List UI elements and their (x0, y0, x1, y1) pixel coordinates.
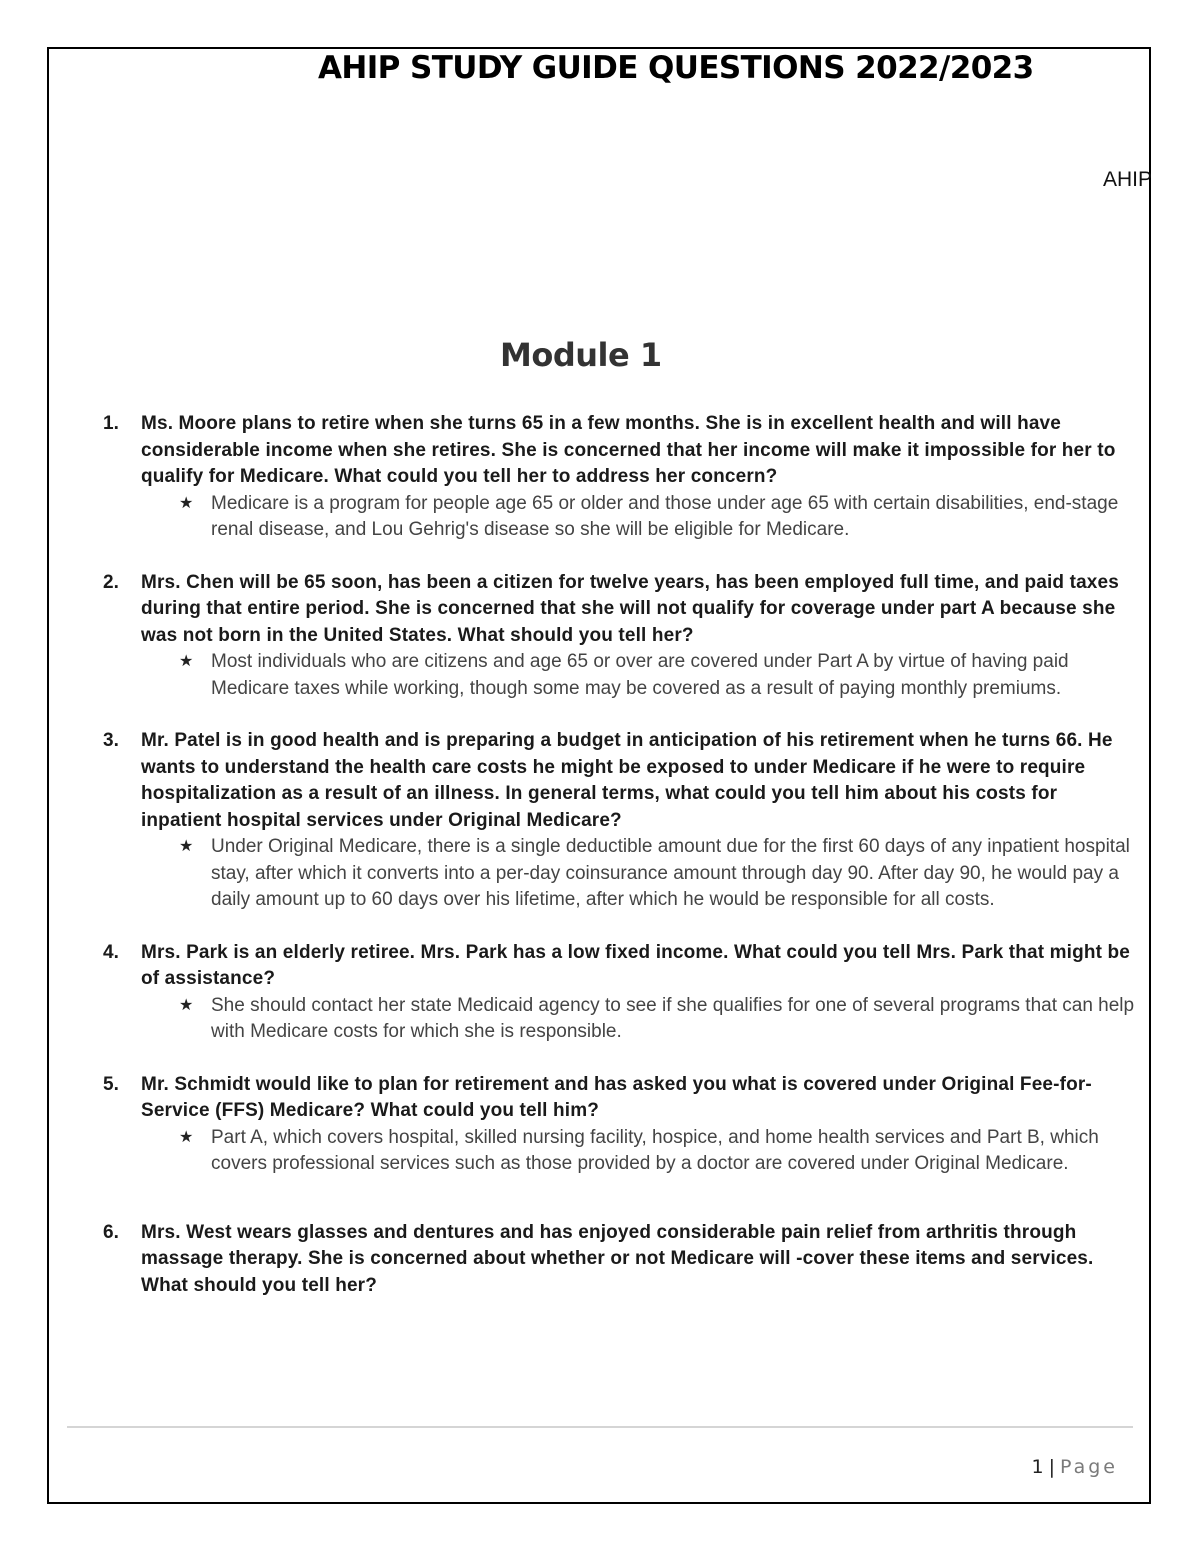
star-bullet-icon: ★ (179, 494, 194, 512)
question-item (103, 570, 1138, 703)
answer-item (141, 834, 1138, 914)
question-item (103, 1220, 1138, 1300)
page-number: 1 (1031, 1456, 1044, 1478)
question-number: 4. (103, 941, 119, 963)
question-text: Mr. Schmidt would like to plan for retirement and has asked you what is covered under Original Fee-for-Service (FFS) Medicare? What could you tell him? (141, 1073, 1092, 1121)
question-number: 2. (103, 571, 119, 593)
page-footer (1032, 1456, 1119, 1478)
module-heading: Module 1 (500, 336, 662, 374)
answer-text: Most individuals who are citizens and age 65 or over are covered under Part A by virtue of having paid Medicare taxes while working, though some may be covered as a result of paying monthly premiums. (211, 651, 1069, 699)
question-text: Mr. Patel is in good health and is preparing a budget in anticipation of his retirement when he turns 66. He wants to understand the health care costs he might be exposed to under Medicare if he were to require hospitalization as a result of an illness. In general terms, what could you tell him about his costs for inpatient hospital services under Original Medicare? (141, 730, 1113, 831)
footer-separator: | (1048, 1456, 1055, 1478)
question-list (103, 411, 1138, 1325)
question-text: Mrs. Chen will be 65 soon, has been a citizen for twelve years, has been employed full time, and paid taxes during that entire period. She is concerned that she will not qualify for coverage under part A because she was not born in the United States. What should you tell her? (141, 571, 1119, 646)
question-number: 3. (103, 730, 119, 751)
star-bullet-icon: ★ (179, 1128, 194, 1146)
star-bullet-icon: ★ (179, 996, 194, 1014)
answer-text: Under Original Medicare, there is a single deductible amount due for the first 60 days of any inpatient hospital stay, after which it converts into a per-day coinsurance amount through day 90. After day 90, he would pay a daily amount up to 60 days over his lifetime, after which he would be responsible for all costs. (211, 836, 1130, 910)
answer-item (141, 491, 1138, 544)
footer-rule (67, 1426, 1133, 1428)
answer-item (141, 1125, 1138, 1178)
answer-text: Medicare is a program for people age 65 or older and those under age 65 with certain disabilities, end-stage renal disease, and Lou Gehrig's disease so she will be eligible for Medicare. (211, 492, 1119, 540)
question-number: 1. (103, 413, 119, 434)
question-number: 6. (103, 1221, 119, 1243)
question-item (103, 1072, 1138, 1178)
corner-label: AHIP (1103, 168, 1153, 191)
document-title: AHIP STUDY GUIDE QUESTIONS 2022/2023 (318, 50, 1034, 86)
question-number: 5. (103, 1073, 119, 1095)
answer-item (141, 649, 1138, 702)
answer-item (141, 993, 1138, 1046)
question-item (103, 728, 1138, 914)
answer-text: Part A, which covers hospital, skilled nursing facility, hospice, and home health services and Part B, which covers professional services such as those provided by a doctor are covered under Original Medicare. (211, 1126, 1099, 1174)
star-bullet-icon: ★ (179, 653, 194, 670)
answer-text: She should contact her state Medicaid agency to see if she qualifies for one of several programs that can help with Medicare costs for which she is responsible. (211, 994, 1135, 1042)
question-item (103, 411, 1138, 544)
question-item (103, 940, 1138, 1046)
question-text: Mrs. West wears glasses and dentures and has enjoyed considerable pain relief from arthritis through massage therapy. She is concerned about whether or not Medicare will -cover these items and services. What should you tell her? (141, 1221, 1094, 1296)
question-text: Mrs. Park is an elderly retiree. Mrs. Park has a low fixed income. What could you tell Mrs. Park that might be of assistance? (141, 941, 1130, 989)
question-text: Ms. Moore plans to retire when she turns 65 in a few months. She is in excellent health and will have considerable income when she retires. She is concerned that her income will make it impossible for her to qualify for Medicare. What could you tell her to address her concern? (141, 413, 1116, 487)
star-bullet-icon: ★ (179, 838, 194, 855)
page-label: Page (1060, 1456, 1118, 1478)
